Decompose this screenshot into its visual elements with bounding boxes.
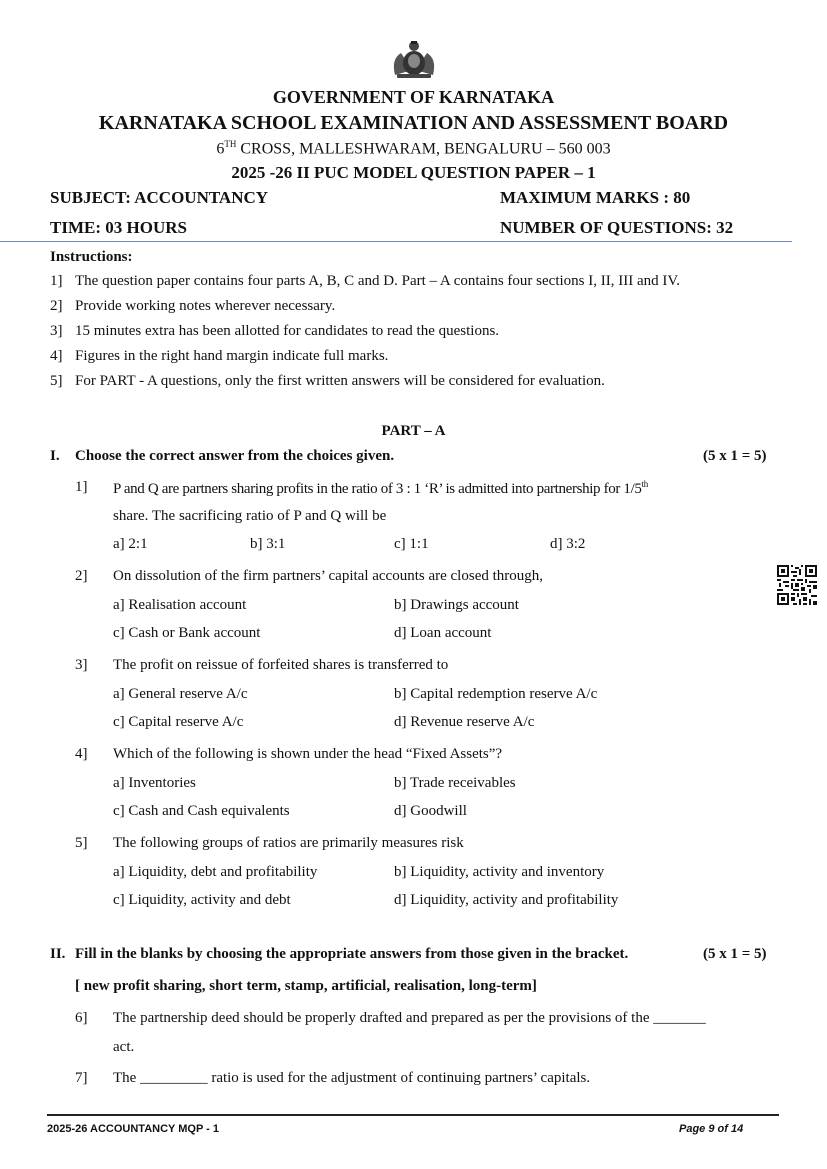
section-marks: (5 x 1 = 5) xyxy=(703,448,767,464)
question-number: 2] xyxy=(75,568,88,584)
answer-option: c] 1:1 xyxy=(394,536,429,552)
board-address xyxy=(0,139,827,158)
question-text-line: act. xyxy=(113,1039,135,1055)
question-superscript: th xyxy=(641,479,648,489)
answer-option: a] Realisation account xyxy=(113,597,247,613)
answer-option: b] Liquidity, activity and inventory xyxy=(394,864,605,880)
paper-title: 2025 -26 II PUC MODEL QUESTION PAPER – 1 xyxy=(231,163,596,182)
time-label: TIME: 03 HOURS xyxy=(50,218,187,237)
instruction-text: Figures in the right hand margin indicate full marks. xyxy=(75,348,389,364)
answer-option: d] Loan account xyxy=(394,625,492,641)
instruction-text: The question paper contains four parts A, B, C and D. Part – A contains four sections I, II, III and IV. xyxy=(75,273,681,289)
section-number: I. xyxy=(50,448,60,464)
num-questions-label: NUMBER OF QUESTIONS: 32 xyxy=(500,218,734,237)
answer-option: a] 2:1 xyxy=(113,536,148,552)
address-number: 6 xyxy=(216,140,225,158)
question-number: 1] xyxy=(75,479,88,495)
address-superscript: TH xyxy=(224,139,237,149)
answer-option: c] Capital reserve A/c xyxy=(113,714,244,730)
part-a-title: PART – A xyxy=(381,423,446,439)
instruction-text: For PART - A questions, only the first written answers will be considered for evaluation. xyxy=(75,373,605,389)
section-marks: (5 x 1 = 5) xyxy=(703,946,767,962)
section-number: II. xyxy=(50,946,66,962)
board-title: KARNATAKA SCHOOL EXAMINATION AND ASSESSMENT BOARD xyxy=(98,112,729,134)
question-text: Which of the following is shown under the head “Fixed Assets”? xyxy=(113,746,503,762)
answer-option: a] Liquidity, debt and profitability xyxy=(113,864,318,880)
header-divider xyxy=(0,241,792,242)
instruction-num: 1] xyxy=(50,273,63,289)
page-number: Page 9 of 14 xyxy=(679,1123,744,1135)
answer-option: b] Capital redemption reserve A/c xyxy=(394,686,598,702)
question-text: The _________ ratio is used for the adjustment of continuing partners’ capitals. xyxy=(113,1070,591,1086)
section-title: Choose the correct answer from the choices given. xyxy=(75,448,395,464)
answer-option: b] Trade receivables xyxy=(394,775,516,791)
subject-label: SUBJECT: ACCOUNTANCY xyxy=(50,188,269,207)
answer-option: a] Inventories xyxy=(113,775,196,791)
question-number: 4] xyxy=(75,746,88,762)
section-title: Fill in the blanks by choosing the appropriate answers from those given in the bracket. xyxy=(75,946,629,962)
question-number: 6] xyxy=(75,1010,88,1026)
instruction-text: Provide working notes wherever necessary. xyxy=(75,298,336,314)
answer-option: d] Liquidity, activity and profitability xyxy=(394,892,619,908)
government-title: GOVERNMENT OF KARNATAKA xyxy=(272,87,555,107)
question-number: 5] xyxy=(75,835,88,851)
question-text: On dissolution of the firm partners’ capital accounts are closed through, xyxy=(113,568,544,584)
answer-choices: [ new profit sharing, short term, stamp, artificial, realisation, long-term] xyxy=(75,978,537,994)
answer-option: b] 3:1 xyxy=(250,536,286,552)
footer-divider xyxy=(47,1114,779,1116)
question-number: 7] xyxy=(75,1070,88,1086)
question-text xyxy=(113,479,773,498)
qr-code-icon xyxy=(777,565,817,605)
answer-option: b] Drawings account xyxy=(394,597,519,613)
answer-option: c] Cash and Cash equivalents xyxy=(113,803,290,819)
question-number: 3] xyxy=(75,657,88,673)
instructions-title: Instructions: xyxy=(50,249,133,265)
answer-option: c] Cash or Bank account xyxy=(113,625,261,641)
answer-option: d] Goodwill xyxy=(394,803,467,819)
answer-option: a] General reserve A/c xyxy=(113,686,248,702)
answer-option: d] Revenue reserve A/c xyxy=(394,714,535,730)
answer-option: d] 3:2 xyxy=(550,536,586,552)
answer-option: c] Liquidity, activity and debt xyxy=(113,892,291,908)
question-text-line: P and Q are partners sharing profits in the ratio of 3 : 1 ‘R’ is admitted into partnership for 1/5 xyxy=(113,481,642,497)
karnataka-emblem-icon xyxy=(387,37,441,79)
instruction-num: 4] xyxy=(50,348,63,364)
instruction-text: 15 minutes extra has been allotted for candidates to read the questions. xyxy=(75,323,500,339)
question-text: The following groups of ratios are primarily measures risk xyxy=(113,835,464,851)
question-text-line: The partnership deed should be properly drafted and prepared as per the provisions of the _______ xyxy=(113,1010,706,1026)
instruction-num: 2] xyxy=(50,298,63,314)
footer-left-text: 2025-26 ACCOUNTANCY MQP - 1 xyxy=(47,1123,219,1135)
instruction-num: 5] xyxy=(50,373,63,389)
question-text: The profit on reissue of forfeited shares is transferred to xyxy=(113,657,449,673)
max-marks-label: MAXIMUM MARKS : 80 xyxy=(500,188,691,207)
question-text-line: share. The sacrificing ratio of P and Q will be xyxy=(113,508,387,524)
address-text: CROSS, MALLESHWARAM, BENGALURU – 560 003 xyxy=(236,140,611,158)
instruction-num: 3] xyxy=(50,323,63,339)
